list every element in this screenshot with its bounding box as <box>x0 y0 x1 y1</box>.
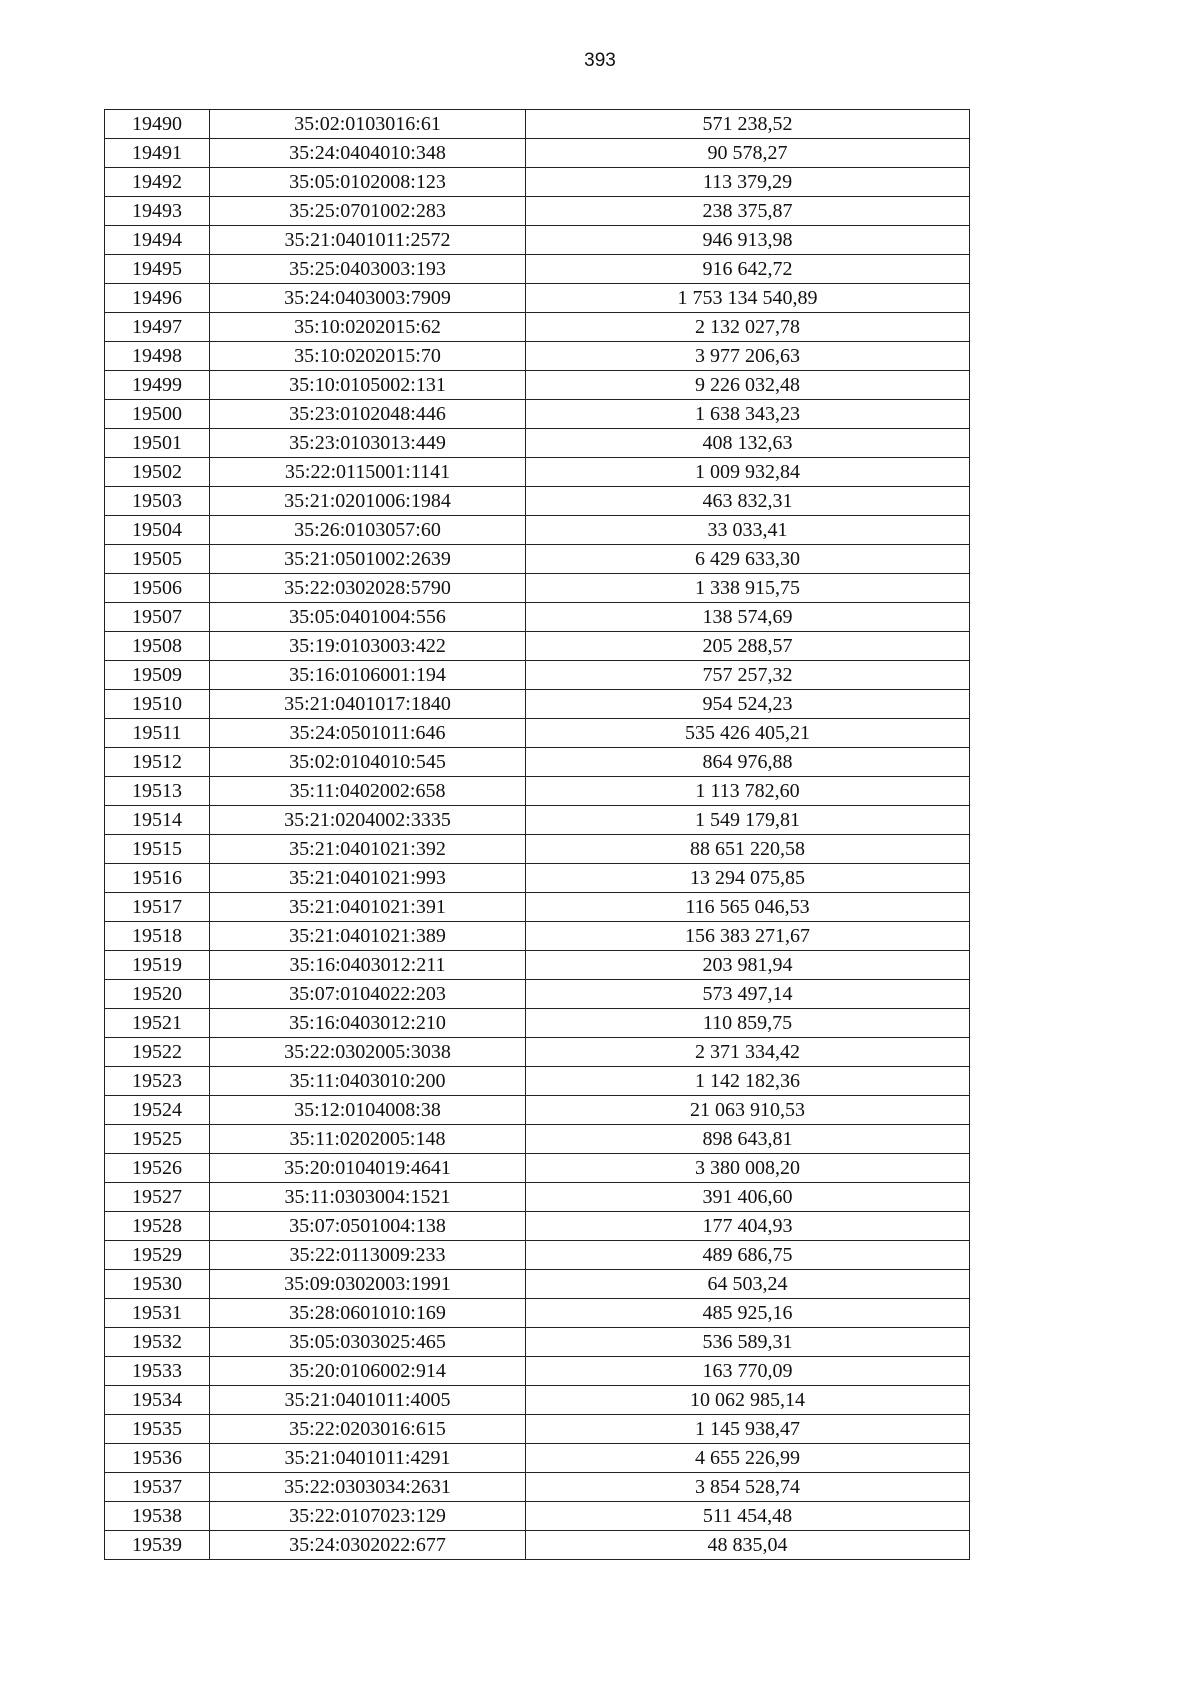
table-row <box>105 429 970 458</box>
cadastral-number-cell: 35:16:0106001:194 <box>210 661 526 690</box>
row-number-cell: 19490 <box>105 110 210 139</box>
cadastral-value-cell: 1 113 782,60 <box>526 777 970 806</box>
cadastral-number-cell: 35:20:0106002:914 <box>210 1357 526 1386</box>
cadastral-value-cell: 205 288,57 <box>526 632 970 661</box>
cadastral-number-cell: 35:22:0115001:1141 <box>210 458 526 487</box>
cadastral-value-cell: 6 429 633,30 <box>526 545 970 574</box>
cadastral-number-cell: 35:25:0403003:193 <box>210 255 526 284</box>
table-row <box>105 1473 970 1502</box>
row-number-cell: 19509 <box>105 661 210 690</box>
cadastral-number-cell: 35:24:0403003:7909 <box>210 284 526 313</box>
row-number-cell: 19500 <box>105 400 210 429</box>
table-row <box>105 748 970 777</box>
table-row <box>105 951 970 980</box>
table-row <box>105 284 970 313</box>
cadastral-value-cell: 4 655 226,99 <box>526 1444 970 1473</box>
cadastral-value-cell: 163 770,09 <box>526 1357 970 1386</box>
cadastral-number-cell: 35:11:0402002:658 <box>210 777 526 806</box>
row-number-cell: 19511 <box>105 719 210 748</box>
cadastral-value-cell: 48 835,04 <box>526 1531 970 1560</box>
table-row <box>105 661 970 690</box>
cadastral-value-cell: 203 981,94 <box>526 951 970 980</box>
cadastral-number-cell: 35:21:0401021:389 <box>210 922 526 951</box>
cadastral-number-cell: 35:11:0303004:1521 <box>210 1183 526 1212</box>
row-number-cell: 19523 <box>105 1067 210 1096</box>
cadastral-number-cell: 35:16:0403012:210 <box>210 1009 526 1038</box>
table-row <box>105 1415 970 1444</box>
row-number-cell: 19513 <box>105 777 210 806</box>
cadastral-value-cell: 116 565 046,53 <box>526 893 970 922</box>
row-number-cell: 19493 <box>105 197 210 226</box>
row-number-cell: 19538 <box>105 1502 210 1531</box>
cadastral-number-cell: 35:23:0102048:446 <box>210 400 526 429</box>
table-row <box>105 197 970 226</box>
cadastral-number-cell: 35:21:0401011:4291 <box>210 1444 526 1473</box>
cadastral-number-cell: 35:23:0103013:449 <box>210 429 526 458</box>
cadastral-number-cell: 35:02:0103016:61 <box>210 110 526 139</box>
row-number-cell: 19517 <box>105 893 210 922</box>
cadastral-number-cell: 35:10:0202015:62 <box>210 313 526 342</box>
cadastral-number-cell: 35:22:0203016:615 <box>210 1415 526 1444</box>
table-row <box>105 1096 970 1125</box>
table-row <box>105 777 970 806</box>
row-number-cell: 19518 <box>105 922 210 951</box>
cadastral-value-cell: 238 375,87 <box>526 197 970 226</box>
table-row <box>105 1386 970 1415</box>
cadastral-value-cell: 898 643,81 <box>526 1125 970 1154</box>
row-number-cell: 19503 <box>105 487 210 516</box>
cadastral-value-cell: 156 383 271,67 <box>526 922 970 951</box>
row-number-cell: 19529 <box>105 1241 210 1270</box>
cadastral-number-cell: 35:11:0403010:200 <box>210 1067 526 1096</box>
cadastral-value-cell: 757 257,32 <box>526 661 970 690</box>
table-row <box>105 1009 970 1038</box>
table-row <box>105 1125 970 1154</box>
cadastral-number-cell: 35:21:0204002:3335 <box>210 806 526 835</box>
cadastral-number-cell: 35:10:0202015:70 <box>210 342 526 371</box>
cadastral-value-cell: 10 062 985,14 <box>526 1386 970 1415</box>
cadastral-number-cell: 35:24:0404010:348 <box>210 139 526 168</box>
table-row <box>105 719 970 748</box>
cadastral-number-cell: 35:05:0102008:123 <box>210 168 526 197</box>
cadastral-number-cell: 35:24:0501011:646 <box>210 719 526 748</box>
row-number-cell: 19520 <box>105 980 210 1009</box>
row-number-cell: 19515 <box>105 835 210 864</box>
row-number-cell: 19527 <box>105 1183 210 1212</box>
cadastral-number-cell: 35:25:0701002:283 <box>210 197 526 226</box>
cadastral-value-cell: 1 009 932,84 <box>526 458 970 487</box>
table-row <box>105 1531 970 1560</box>
cadastral-value-cell: 138 574,69 <box>526 603 970 632</box>
row-number-cell: 19510 <box>105 690 210 719</box>
table-row <box>105 1444 970 1473</box>
row-number-cell: 19497 <box>105 313 210 342</box>
row-number-cell: 19524 <box>105 1096 210 1125</box>
cadastral-value-cell: 1 145 938,47 <box>526 1415 970 1444</box>
table-row <box>105 1502 970 1531</box>
cadastral-value-cell: 864 976,88 <box>526 748 970 777</box>
row-number-cell: 19501 <box>105 429 210 458</box>
row-number-cell: 19494 <box>105 226 210 255</box>
table-row <box>105 255 970 284</box>
cadastral-value-cell: 88 651 220,58 <box>526 835 970 864</box>
table-row <box>105 1183 970 1212</box>
row-number-cell: 19499 <box>105 371 210 400</box>
cadastral-number-cell: 35:22:0107023:129 <box>210 1502 526 1531</box>
cadastral-number-cell: 35:21:0501002:2639 <box>210 545 526 574</box>
row-number-cell: 19537 <box>105 1473 210 1502</box>
table-body <box>105 110 970 1560</box>
cadastral-number-cell: 35:21:0401021:993 <box>210 864 526 893</box>
cadastral-value-cell: 485 925,16 <box>526 1299 970 1328</box>
cadastral-value-cell: 3 380 008,20 <box>526 1154 970 1183</box>
row-number-cell: 19522 <box>105 1038 210 1067</box>
row-number-cell: 19534 <box>105 1386 210 1415</box>
cadastral-value-cell: 1 549 179,81 <box>526 806 970 835</box>
table-row <box>105 139 970 168</box>
table-row <box>105 1270 970 1299</box>
table-row <box>105 516 970 545</box>
row-number-cell: 19521 <box>105 1009 210 1038</box>
row-number-cell: 19535 <box>105 1415 210 1444</box>
table-row <box>105 980 970 1009</box>
row-number-cell: 19533 <box>105 1357 210 1386</box>
cadastral-value-cell: 113 379,29 <box>526 168 970 197</box>
cadastral-value-table <box>104 109 970 1560</box>
row-number-cell: 19508 <box>105 632 210 661</box>
cadastral-value-cell: 536 589,31 <box>526 1328 970 1357</box>
cadastral-number-cell: 35:22:0113009:233 <box>210 1241 526 1270</box>
table-row <box>105 1038 970 1067</box>
table-row <box>105 603 970 632</box>
cadastral-number-cell: 35:28:0601010:169 <box>210 1299 526 1328</box>
table-row <box>105 487 970 516</box>
cadastral-number-cell: 35:21:0401011:4005 <box>210 1386 526 1415</box>
cadastral-number-cell: 35:21:0401021:391 <box>210 893 526 922</box>
cadastral-value-cell: 1 753 134 540,89 <box>526 284 970 313</box>
cadastral-number-cell: 35:21:0401017:1840 <box>210 690 526 719</box>
cadastral-number-cell: 35:05:0303025:465 <box>210 1328 526 1357</box>
cadastral-number-cell: 35:21:0201006:1984 <box>210 487 526 516</box>
table-row <box>105 226 970 255</box>
cadastral-value-cell: 571 238,52 <box>526 110 970 139</box>
table-row <box>105 835 970 864</box>
cadastral-number-cell: 35:09:0302003:1991 <box>210 1270 526 1299</box>
cadastral-number-cell: 35:11:0202005:148 <box>210 1125 526 1154</box>
cadastral-value-cell: 408 132,63 <box>526 429 970 458</box>
cadastral-value-cell: 13 294 075,85 <box>526 864 970 893</box>
cadastral-value-cell: 511 454,48 <box>526 1502 970 1531</box>
table-row <box>105 110 970 139</box>
row-number-cell: 19528 <box>105 1212 210 1241</box>
cadastral-value-cell: 3 854 528,74 <box>526 1473 970 1502</box>
row-number-cell: 19498 <box>105 342 210 371</box>
cadastral-value-cell: 90 578,27 <box>526 139 970 168</box>
row-number-cell: 19491 <box>105 139 210 168</box>
table-row <box>105 1212 970 1241</box>
row-number-cell: 19531 <box>105 1299 210 1328</box>
cadastral-value-cell: 1 638 343,23 <box>526 400 970 429</box>
table-row <box>105 690 970 719</box>
table-row <box>105 1067 970 1096</box>
row-number-cell: 19507 <box>105 603 210 632</box>
cadastral-number-cell: 35:26:0103057:60 <box>210 516 526 545</box>
row-number-cell: 19514 <box>105 806 210 835</box>
cadastral-value-cell: 110 859,75 <box>526 1009 970 1038</box>
cadastral-value-cell: 916 642,72 <box>526 255 970 284</box>
row-number-cell: 19504 <box>105 516 210 545</box>
cadastral-number-cell: 35:07:0104022:203 <box>210 980 526 1009</box>
cadastral-number-cell: 35:24:0302022:677 <box>210 1531 526 1560</box>
row-number-cell: 19519 <box>105 951 210 980</box>
cadastral-value-cell: 946 913,98 <box>526 226 970 255</box>
cadastral-value-cell: 535 426 405,21 <box>526 719 970 748</box>
row-number-cell: 19530 <box>105 1270 210 1299</box>
cadastral-number-cell: 35:19:0103003:422 <box>210 632 526 661</box>
cadastral-number-cell: 35:21:0401021:392 <box>210 835 526 864</box>
row-number-cell: 19506 <box>105 574 210 603</box>
cadastral-value-cell: 33 033,41 <box>526 516 970 545</box>
table-row <box>105 806 970 835</box>
cadastral-number-cell: 35:22:0302028:5790 <box>210 574 526 603</box>
cadastral-value-cell: 954 524,23 <box>526 690 970 719</box>
table-row <box>105 1299 970 1328</box>
cadastral-value-cell: 2 371 334,42 <box>526 1038 970 1067</box>
page-number: 393 <box>584 50 616 71</box>
row-number-cell: 19505 <box>105 545 210 574</box>
row-number-cell: 19502 <box>105 458 210 487</box>
table-row <box>105 458 970 487</box>
table-row <box>105 632 970 661</box>
row-number-cell: 19536 <box>105 1444 210 1473</box>
row-number-cell: 19525 <box>105 1125 210 1154</box>
row-number-cell: 19496 <box>105 284 210 313</box>
row-number-cell: 19512 <box>105 748 210 777</box>
table-row <box>105 400 970 429</box>
cadastral-value-cell: 489 686,75 <box>526 1241 970 1270</box>
row-number-cell: 19526 <box>105 1154 210 1183</box>
table-row <box>105 371 970 400</box>
cadastral-value-cell: 1 142 182,36 <box>526 1067 970 1096</box>
cadastral-number-cell: 35:07:0501004:138 <box>210 1212 526 1241</box>
cadastral-number-cell: 35:22:0303034:2631 <box>210 1473 526 1502</box>
table-row <box>105 1241 970 1270</box>
cadastral-number-cell: 35:12:0104008:38 <box>210 1096 526 1125</box>
cadastral-number-cell: 35:16:0403012:211 <box>210 951 526 980</box>
table-row <box>105 342 970 371</box>
table-row <box>105 1154 970 1183</box>
table-row <box>105 893 970 922</box>
table-row <box>105 545 970 574</box>
cadastral-value-cell: 1 338 915,75 <box>526 574 970 603</box>
table-row <box>105 313 970 342</box>
cadastral-number-cell: 35:20:0104019:4641 <box>210 1154 526 1183</box>
cadastral-value-cell: 573 497,14 <box>526 980 970 1009</box>
table-row <box>105 574 970 603</box>
table-row <box>105 1357 970 1386</box>
row-number-cell: 19532 <box>105 1328 210 1357</box>
cadastral-value-cell: 9 226 032,48 <box>526 371 970 400</box>
row-number-cell: 19539 <box>105 1531 210 1560</box>
cadastral-value-cell: 3 977 206,63 <box>526 342 970 371</box>
cadastral-value-cell: 2 132 027,78 <box>526 313 970 342</box>
cadastral-number-cell: 35:21:0401011:2572 <box>210 226 526 255</box>
table-row <box>105 1328 970 1357</box>
table-row <box>105 864 970 893</box>
row-number-cell: 19492 <box>105 168 210 197</box>
cadastral-value-cell: 463 832,31 <box>526 487 970 516</box>
cadastral-number-cell: 35:05:0401004:556 <box>210 603 526 632</box>
table-row <box>105 168 970 197</box>
row-number-cell: 19516 <box>105 864 210 893</box>
cadastral-number-cell: 35:10:0105002:131 <box>210 371 526 400</box>
table-row <box>105 922 970 951</box>
cadastral-value-cell: 391 406,60 <box>526 1183 970 1212</box>
cadastral-value-cell: 64 503,24 <box>526 1270 970 1299</box>
row-number-cell: 19495 <box>105 255 210 284</box>
cadastral-value-cell: 21 063 910,53 <box>526 1096 970 1125</box>
cadastral-value-cell: 177 404,93 <box>526 1212 970 1241</box>
cadastral-number-cell: 35:02:0104010:545 <box>210 748 526 777</box>
cadastral-number-cell: 35:22:0302005:3038 <box>210 1038 526 1067</box>
